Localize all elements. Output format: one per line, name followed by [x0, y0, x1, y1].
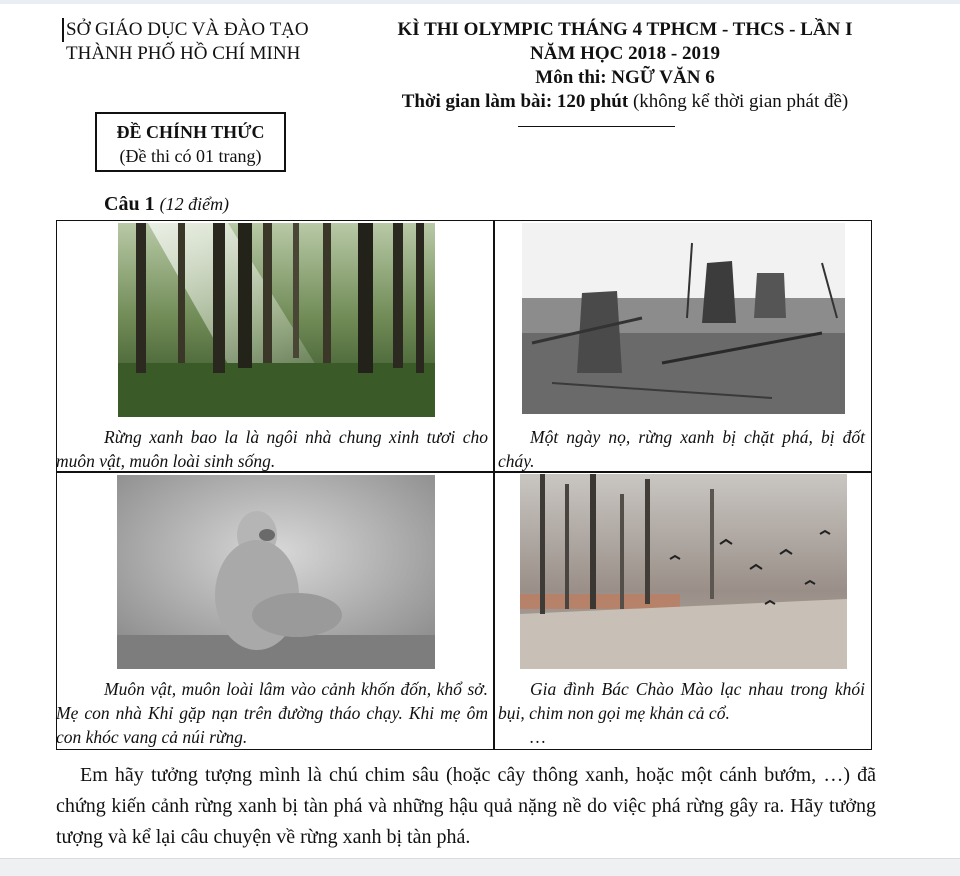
caption-cell-3 [56, 677, 488, 749]
subject: Môn thi: NGỮ VĂN 6 [535, 67, 715, 88]
exam-header [355, 18, 895, 114]
caption-text-4: Gia đình Bác Chào Mào lạc nhau trong khói bụi, chim non gọi mẹ khản cả cổ. [498, 679, 865, 723]
question-title [104, 193, 229, 216]
cut-tree-stumps-photo [522, 223, 845, 414]
essay-prompt [56, 760, 876, 853]
caption-text-2: Một ngày nọ, rừng xanh bị chặt phá, bị đốt cháy. [498, 427, 865, 471]
time-label: Thời gian làm bài: 120 phút [401, 91, 629, 112]
school-year: NĂM HỌC 2018 - 2019 [530, 43, 720, 64]
caption-text-3: Muôn vật, muôn loài lâm vào cảnh khốn đốn, khổ sở. Mẹ con nhà Khỉ gặp nạn trên đường tháo chạy. Khi mẹ ôm con khóc vang cả núi rừng. [56, 679, 488, 747]
time-line [355, 90, 895, 114]
exam-title: KÌ THI OLYMPIC THÁNG 4 TPHCM - THCS - LẦN I [397, 19, 853, 40]
caption-cell-2 [498, 425, 865, 473]
question-points: (12 điểm) [159, 194, 230, 214]
window-bottom-strip [0, 858, 960, 876]
time-note: (không kể thời gian phát đề) [628, 91, 849, 112]
department-header [66, 18, 366, 66]
table-vertical-divider [493, 220, 495, 750]
forest-fire-birds-photo [520, 474, 847, 669]
question-number: Câu 1 [104, 193, 155, 215]
essay-prompt-text: Em hãy tưởng tượng mình là chú chim sâu (hoặc cây thông xanh, hoặc một cánh bướm, …) đã chứng kiến cảnh rừng xanh bị tàn phá và những hậu quả nặng nề do việc phá rừng gây ra. Hãy tưởng tượng và kể lại câu chuyện về rừng xanh bị tàn phá. [56, 764, 876, 848]
monkey-mother-photo [117, 475, 435, 669]
caption-cell-1 [56, 425, 488, 473]
department-line-2: THÀNH PHỐ HỒ CHÍ MINH [66, 43, 301, 64]
header-underline [518, 126, 675, 127]
caption-cell-4 [498, 677, 865, 749]
caption-text-1: Rừng xanh bao la là ngôi nhà chung xinh tươi cho muôn vật, muôn loài sinh sống. [56, 427, 488, 471]
window-top-strip [0, 0, 960, 4]
official-label: ĐỀ CHÍNH THỨC [116, 122, 265, 142]
green-forest-photo [118, 223, 435, 417]
caption-ellipsis: … [530, 727, 546, 747]
page-count: (Đề thi có 01 trang) [119, 146, 262, 166]
department-line-1: SỞ GIÁO DỤC VÀ ĐÀO TẠO [62, 18, 366, 42]
official-exam-box [95, 112, 286, 172]
